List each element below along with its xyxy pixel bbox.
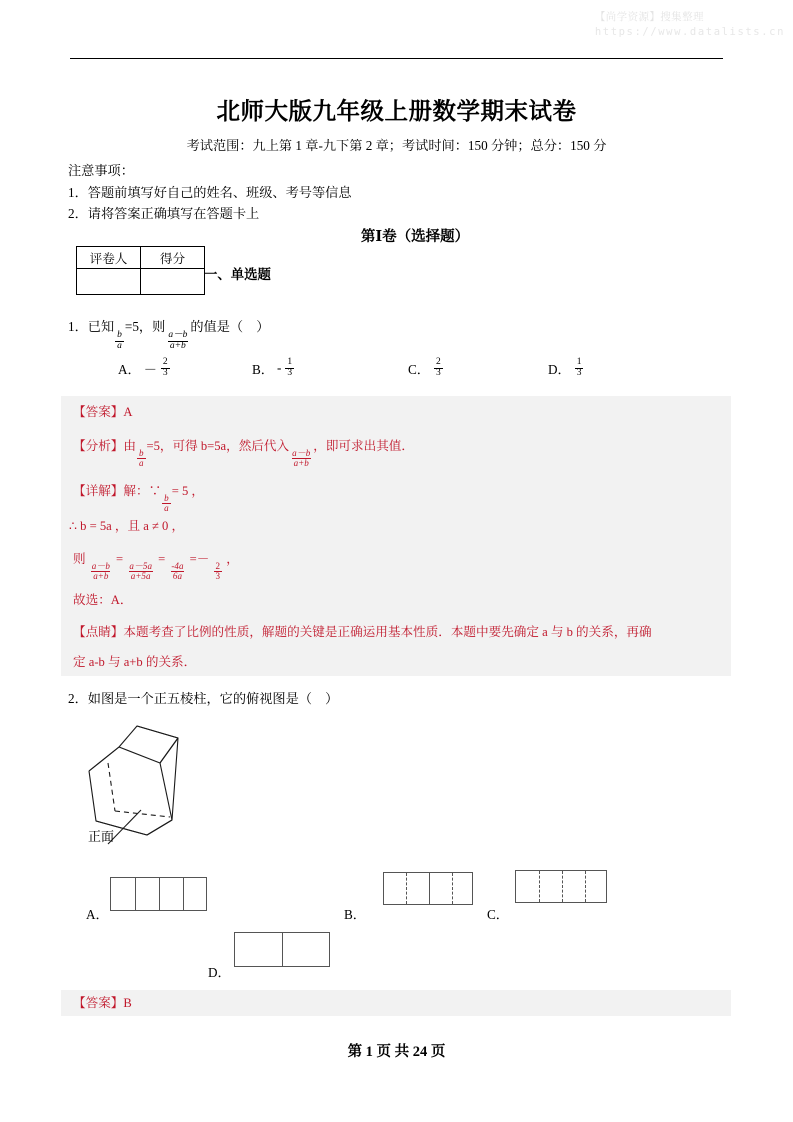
- question-2-option-c-letter[interactable]: C．: [487, 907, 509, 922]
- fraction-numerator: a－5a: [129, 561, 152, 572]
- detail-tag: 【详解】: [73, 484, 124, 498]
- fraction-denominator: 3: [215, 571, 221, 582]
- question-1-stem-post: 的值是（ ）: [190, 319, 270, 334]
- question-1-stem-pre: 已知: [87, 319, 115, 334]
- question-2-option-a-figure[interactable]: [110, 877, 207, 911]
- analysis-post: ，即可求出其值．: [313, 439, 414, 453]
- fraction-two-thirds: [214, 562, 223, 582]
- divider-line: [406, 873, 407, 904]
- header-divider: [70, 58, 723, 59]
- question-2-option-d-letter[interactable]: D．: [208, 965, 231, 980]
- table-row: [77, 269, 205, 295]
- divider-line: [585, 871, 586, 902]
- divider-line: [452, 873, 453, 904]
- score-table-header-score: 得分: [141, 247, 205, 269]
- fraction-numerator: b: [164, 493, 169, 504]
- fraction-numerator: 2: [215, 561, 221, 572]
- divider-line: [539, 871, 540, 902]
- detail-line-1: [73, 483, 204, 514]
- analysis-mid: =5，可得 b=5a，然后代入: [146, 439, 290, 453]
- fraction-numerator: a－b: [91, 561, 110, 572]
- question-2-option-d-figure[interactable]: [234, 932, 330, 967]
- question-2-option-a-letter[interactable]: A．: [86, 907, 109, 922]
- fraction-b-over-a: [137, 449, 146, 469]
- question-2-stem: [68, 688, 338, 707]
- option-fraction: [434, 358, 443, 379]
- fraction-denominator: 6a: [172, 571, 182, 582]
- score-table-cell-score[interactable]: [141, 269, 205, 295]
- question-2-number: 2．: [68, 691, 88, 706]
- divider-line: [429, 873, 430, 904]
- page-title: 北师大版九年级上册数学期末试卷: [216, 99, 577, 125]
- fraction-denominator: a+5a: [130, 571, 151, 582]
- fraction-denominator: a+b: [293, 458, 309, 469]
- section-title-single-choice: 一、单选题: [204, 267, 271, 282]
- fraction-numerator: 2: [162, 357, 168, 367]
- fraction-denominator: a: [117, 341, 122, 352]
- notice-item-2: 2．请将答案正确填写在答题卡上: [68, 206, 260, 221]
- question-1-options: [68, 358, 728, 386]
- point-line-2: 定 a-b 与 a+b 的关系．: [73, 655, 197, 669]
- divider-line: [562, 871, 563, 902]
- fraction-denominator: 3: [435, 367, 441, 378]
- fraction-numerator: 2: [435, 357, 441, 367]
- exam-scope-subtitle: 考试范围：九上第 1 章-九下第 2 章；考试时间：150 分钟；总分：150 分: [186, 138, 607, 153]
- question-1-answer-block: [61, 396, 731, 676]
- score-table-cell-grader[interactable]: [77, 269, 141, 295]
- fraction-denominator: a+b: [169, 341, 186, 352]
- watermark-url: https://www.datalists.cn: [594, 26, 785, 39]
- detail-text-post: = 5 ，: [171, 484, 204, 498]
- fraction-denominator: a: [138, 458, 144, 469]
- option-letter: B．: [252, 361, 274, 377]
- fraction-numerator: 1: [576, 357, 582, 367]
- analysis-pre: 由: [123, 439, 136, 453]
- equals-sign-1: =: [116, 552, 124, 566]
- answer-line: [73, 404, 132, 420]
- fraction-a-minus-b-over-a-plus-b: [166, 331, 189, 352]
- front-face-label: 正面: [88, 829, 115, 844]
- notice-heading: 注意事项：: [68, 163, 134, 178]
- answer-value: B: [123, 996, 132, 1010]
- answer-line: [73, 995, 132, 1011]
- detail-prefix: 则: [73, 552, 86, 566]
- fraction-denominator: 3: [162, 367, 168, 378]
- fraction-numerator: -4a: [171, 561, 184, 572]
- detail-line-4: 故选：A．: [73, 593, 133, 607]
- detail-suffix: ，: [226, 552, 239, 566]
- option-fraction: [575, 358, 584, 379]
- detail-line-3: [73, 551, 239, 582]
- notice-block: [68, 160, 352, 225]
- question-1-option-d[interactable]: [548, 358, 584, 379]
- fraction-a-minus-b-over-a-plus-b: [290, 449, 312, 469]
- score-table-header-grader: 评卷人: [77, 247, 141, 269]
- question-2-answer-block: [61, 990, 731, 1016]
- answer-tag: 【答案】: [73, 405, 124, 419]
- fraction-minus-4a-over-6a: [169, 562, 185, 582]
- question-1-stem-mid: =5，则: [124, 319, 166, 334]
- question-1-option-c[interactable]: [408, 358, 444, 379]
- point-line-1: [73, 624, 723, 640]
- fraction-denominator: 3: [576, 367, 582, 378]
- point-tag: 【点睛】: [73, 625, 124, 639]
- divider-line: [183, 878, 184, 910]
- question-2-option-b-figure[interactable]: [383, 872, 473, 905]
- option-fraction: [285, 358, 294, 379]
- fraction-a-minus-b-over-a-plus-b: [90, 562, 112, 582]
- analysis-line: [73, 438, 414, 469]
- question-2-option-c-figure[interactable]: [515, 870, 607, 903]
- notice-item-1: 1．答题前填写好自己的姓名、班级、考号等信息: [68, 184, 352, 200]
- fraction-b-over-a: [115, 331, 124, 352]
- fraction-denominator: a: [164, 503, 169, 514]
- fraction-denominator: a+b: [93, 571, 109, 582]
- option-letter: C．: [408, 361, 430, 377]
- fraction-numerator: a－b: [168, 330, 188, 341]
- option-letter: D．: [548, 361, 571, 377]
- table-row: [77, 247, 205, 269]
- equals-sign-3: =－: [189, 552, 210, 566]
- option-sign: －: [143, 361, 157, 377]
- answer-value: A: [123, 405, 133, 419]
- point-text: 本题考查了比例的性质，解题的关键是正确运用基本性质．本题中要先确定 a 与 b 的关系，再确: [123, 625, 652, 639]
- divider-line: [135, 878, 136, 910]
- fraction-denominator: 3: [287, 367, 293, 378]
- equals-sign-2: =: [158, 552, 166, 566]
- question-2-option-b-letter[interactable]: B．: [344, 907, 366, 922]
- detail-line-2: ∴ b = 5a ，且 a ≠ 0 ，: [69, 519, 185, 533]
- question-1-option-b[interactable]: [252, 358, 295, 379]
- option-letter: A．: [118, 361, 141, 377]
- option-sign: -: [276, 360, 282, 376]
- fraction-numerator: b: [117, 330, 122, 341]
- analysis-tag: 【分析】: [73, 439, 124, 453]
- question-1-number: 1．: [68, 319, 88, 334]
- score-table: [76, 246, 205, 295]
- question-1-option-a[interactable]: [118, 358, 171, 379]
- fraction-b-over-a: [162, 494, 171, 514]
- fraction-a-minus-5a-over-a-plus-5a: [127, 562, 154, 582]
- question-2-stem-text: 如图是一个正五棱柱，它的俯视图是（ ）: [87, 691, 339, 706]
- watermark-source-label: 【尚学资源】搜集整理: [594, 11, 704, 23]
- option-fraction: [161, 358, 170, 379]
- divider-line: [282, 933, 283, 966]
- watermark: [595, 10, 785, 40]
- part-title: 第Ⅰ卷（选择题）: [360, 229, 470, 245]
- question-1-stem: [68, 316, 269, 352]
- divider-line: [159, 878, 160, 910]
- answer-tag: 【答案】: [73, 996, 124, 1010]
- fraction-numerator: a－b: [292, 448, 311, 459]
- fraction-numerator: 1: [287, 357, 293, 367]
- fraction-numerator: b: [138, 448, 144, 459]
- detail-text: 解：∵: [123, 484, 162, 498]
- page-footer: 第 1 页 共 24 页: [347, 1044, 446, 1060]
